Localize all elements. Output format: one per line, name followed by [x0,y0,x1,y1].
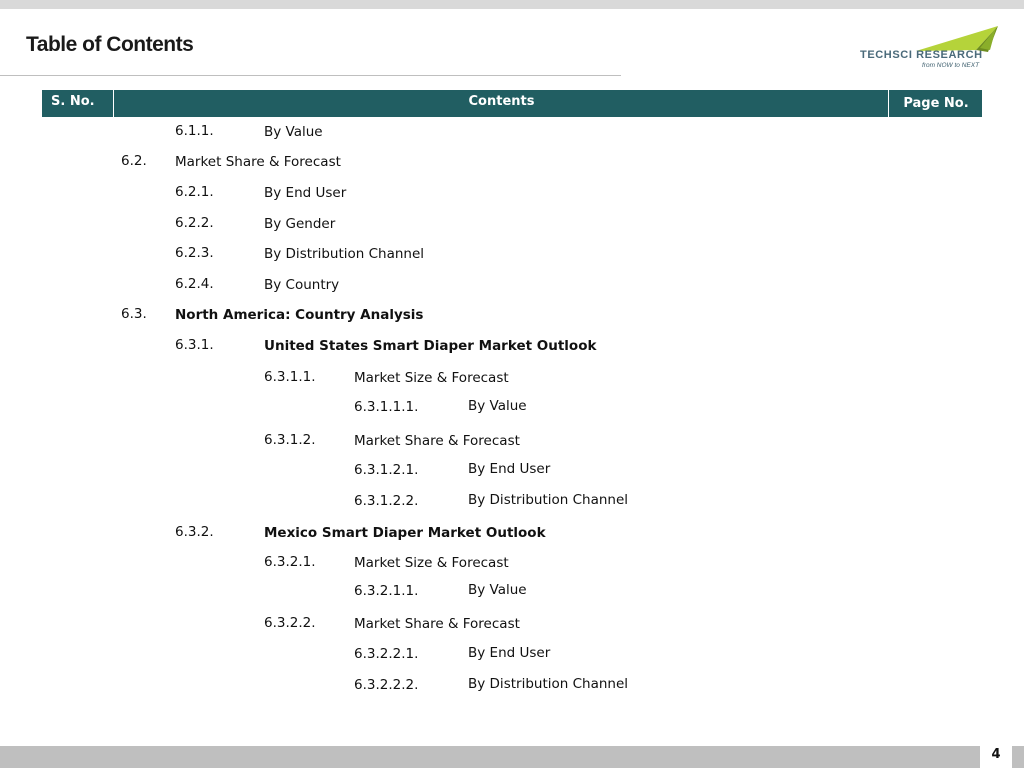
toc-entry-number: 6.3.1.1. [264,369,316,385]
toc-entry-number: 6.3.1.1.1. [354,399,419,415]
toc-table-header [42,90,982,117]
toc-entry-title: By End User [264,185,347,201]
toc-entry-title: Market Size & Forecast [354,555,509,571]
toc-entry-title: Market Share & Forecast [175,154,341,170]
toc-entry-title: United States Smart Diaper Market Outlook [264,338,597,354]
header-page-no: Page No. [888,90,983,117]
toc-entry-number: 6.3.2.2.1. [354,646,419,662]
toc-entry-title: By Value [468,398,527,414]
toc-entry-number: 6.1.1. [175,123,214,139]
toc-entry-number: 6.3.1. [175,337,214,353]
toc-entry-number: 6.3.2.1. [264,554,316,570]
toc-entry-number: 6.3.1.2.2. [354,493,419,509]
toc-entry-number: 6.3.2. [175,524,214,540]
toc-entry-title: Market Share & Forecast [354,433,520,449]
toc-entry-title: By Value [468,582,527,598]
toc-entry-number: 6.3.2.1.1. [354,583,419,599]
toc-entry-number: 6.2. [121,153,147,169]
toc-entry-title: Market Share & Forecast [354,616,520,632]
toc-entry-title: By Value [264,124,323,140]
toc-entry-number: 6.2.4. [175,276,214,292]
toc-entry-number: 6.3.1.2.1. [354,462,419,478]
logo-tagline: from NOW to NEXT [922,62,980,69]
toc-entry-number: 6.3.2.2.2. [354,677,419,693]
toc-entry-number: 6.2.1. [175,184,214,200]
toc-entry-number: 6.2.3. [175,245,214,261]
toc-entry-title: By End User [468,461,551,477]
toc-entry-title: Mexico Smart Diaper Market Outlook [264,525,546,541]
techsci-logo [856,24,1002,72]
toc-entry-title: By Gender [264,216,336,232]
toc-entry-title: North America: Country Analysis [175,307,424,323]
toc-entry-title: Market Size & Forecast [354,370,509,386]
title-divider [0,75,621,76]
logo-name: TECHSCI RESEARCH [860,49,983,61]
page-title: Table of Contents [26,33,194,56]
toc-entry-title: By Distribution Channel [468,676,629,692]
bottom-decorative-bar [0,746,1024,768]
header-contents: Contents [113,90,889,117]
toc-entry-number: 6.3.2.2. [264,615,316,631]
toc-entry-title: By Distribution Channel [264,246,425,262]
toc-entry-number: 6.3. [121,306,147,322]
toc-entry-number: 6.2.2. [175,215,214,231]
toc-entry-title: By End User [468,645,551,661]
top-decorative-bar [0,0,1024,9]
toc-entry-title: By Distribution Channel [468,492,629,508]
header-sno: S. No. [51,94,95,109]
toc-entry-title: By Country [264,277,340,293]
toc-entry-number: 6.3.1.2. [264,432,316,448]
page-number: 4 [980,745,1012,768]
